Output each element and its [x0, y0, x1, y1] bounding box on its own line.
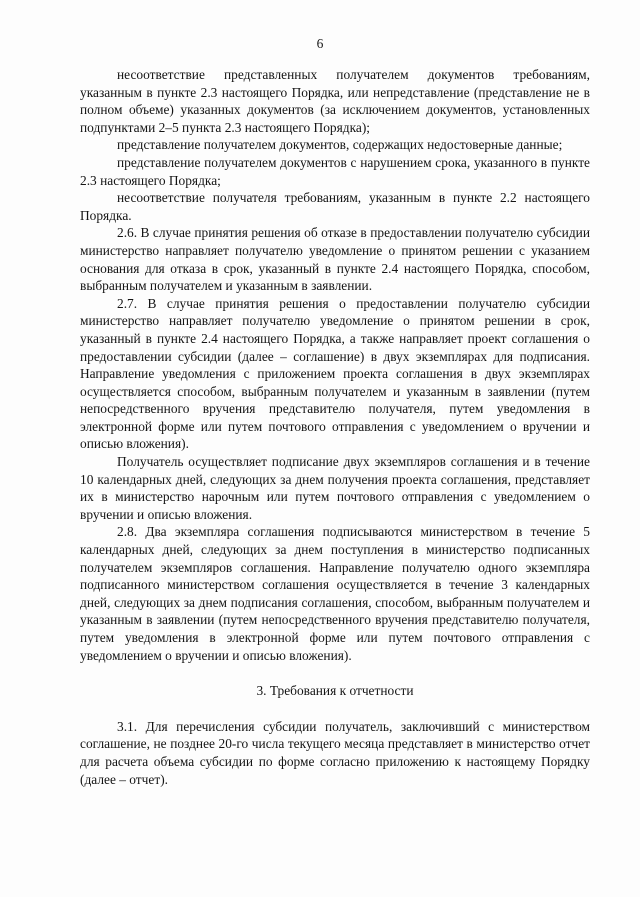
paragraph-unreliable-data: представление получателем документов, содержащих недостоверные данные;: [117, 137, 563, 153]
paragraph-3-1: 3.1. Для перечисления субсидии получатель, заключивший с министерством соглашение, не позднее 20-го числа текущего месяца представляет в министерство отчет для расчета объема субсидии по форме согласно приложению к настоящему Порядку (далее – отчет).: [80, 718, 590, 787]
document-body: [80, 66, 590, 788]
paragraph-2-7: 2.7. В случае принятия решения о предоставлении получателю субсидии министерство направляет получателю уведомление о принятом решении в срок, указанный в пункте 2.4 настоящего Порядка, а также направляет проект соглашения о предоставлении субсидии (далее – соглашение) в двух экземплярах для подписания. Направление уведомления с приложением проекта соглашения в двух экземплярах осуществляется способом, выбранным получателем и указанным в заявлении (путем непосредственного вручения представителю получателя, путем уведомления в электронной форме или путем почтового отправления с уведомлением о вручении и описью вложения).: [80, 295, 590, 452]
paragraph-recipient-signing: Получатель осуществляет подписание двух экземпляров соглашения и в течение 10 календарных дней, следующих за днем получения проекта соглашения, представляет их в министерство нарочным или путем почтового отправления с уведомлением о вручении и описью вложения.: [80, 454, 590, 522]
paragraph-2-8: 2.8. Два экземпляра соглашения подписываются министерством в течение 5 календарных дней, следующих за днем поступления в министерство подписанных получателем экземпляров соглашения. Направление получателю одного экземпляра подписанного министерством соглашения осуществляется в течение 3 календарных дней, следующих за днем подписания соглашения, способом, выбранным получателем и указанным в заявлении (путем непосредственного вручения представителю получателя, путем уведомления в электронной форме или путем почтового отправления с уведомлением о вручении и описью вложения).: [80, 524, 590, 663]
page-number: 6: [316, 36, 324, 51]
paragraph-late-submission: представление получателем документов с нарушением срока, указанного в пункте 2.3 настоящего Порядка;: [80, 154, 590, 188]
paragraph-nonconformity-documents: несоответствие представленных получателем документов требованиям, указанным в пункте 2.3 настоящего Порядка, или непредставление (представление не в полном объеме) указанных документов (за исключением документов, установленных подпунктами 2–5 пункта 2.3 настоящего Порядка);: [80, 67, 590, 135]
section-title: 3. Требования к отчетности: [256, 683, 414, 699]
paragraph-2-6: 2.6. В случае принятия решения об отказе в предоставлении получателю субсидии министерство направляет получателю уведомление о принятом решении с указанием основания для отказа в срок, указанный в пункте 2.4 настоящего Порядка, способом, выбранным получателем и указанным в заявлении.: [80, 225, 590, 294]
paragraph-recipient-nonconformity: несоответствие получателя требованиям, указанным в пункте 2.2 настоящего Порядка.: [80, 190, 590, 223]
